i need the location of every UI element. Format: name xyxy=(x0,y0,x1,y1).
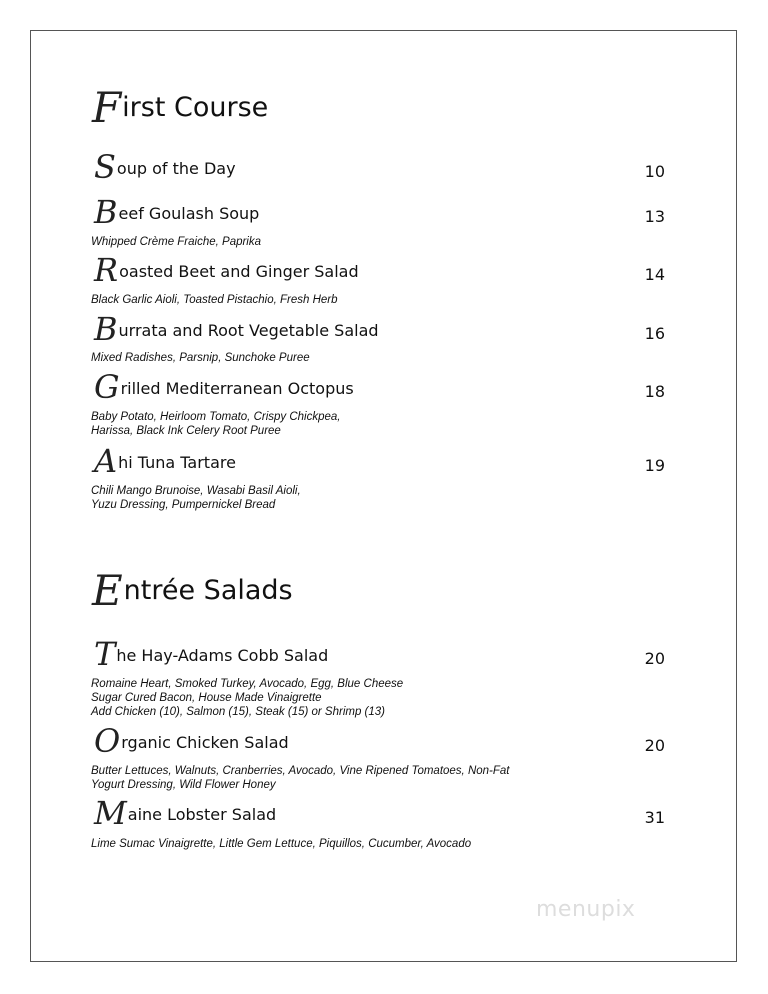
menu-item-description: Baby Potato, Heirloom Tomato, Crispy Chickpea, xyxy=(91,411,341,423)
menu-item-price: 18 xyxy=(644,382,665,401)
menu-item-name: Organic Chicken Salad xyxy=(94,722,289,760)
menu-item-description: Whipped Crème Fraiche, Paprika xyxy=(91,236,262,248)
menu-item-description: Lime Sumac Vinaigrette, Little Gem Lettuce, Piquillos, Cucumber, Avocado xyxy=(91,838,472,850)
section-title: First Course xyxy=(92,83,269,132)
menu-item-price: 20 xyxy=(644,649,665,668)
decorative-initial: G xyxy=(94,368,120,406)
decorative-initial: T xyxy=(94,635,116,673)
section-title: Entrée Salads xyxy=(92,566,293,615)
menu-item-description: Yuzu Dressing, Pumpernickel Bread xyxy=(91,499,276,511)
decorative-initial: F xyxy=(92,83,122,132)
decorative-initial: O xyxy=(94,722,121,760)
menu-item-price: 19 xyxy=(644,456,665,475)
menu-item-price: 31 xyxy=(644,808,665,827)
decorative-initial: M xyxy=(94,794,127,832)
menu-item-description: Mixed Radishes, Parsnip, Sunchoke Puree xyxy=(91,352,310,364)
menu-item-price: 16 xyxy=(644,324,665,343)
menupix-watermark: menupix xyxy=(536,897,636,922)
menu-item-description: Romaine Heart, Smoked Turkey, Avocado, Egg, Blue Cheese xyxy=(91,678,404,690)
menu-item-name: The Hay-Adams Cobb Salad xyxy=(94,635,329,673)
menu-item-price: 14 xyxy=(644,265,665,284)
menu-item-price: 20 xyxy=(644,736,665,755)
menu-item-description: Black Garlic Aioli, Toasted Pistachio, Fresh Herb xyxy=(91,294,338,306)
menu-item-description: Butter Lettuces, Walnuts, Cranberries, Avocado, Vine Ripened Tomatoes, Non-Fat xyxy=(91,765,510,777)
menu-item-description: Sugar Cured Bacon, House Made Vinaigrette xyxy=(91,692,322,704)
menu-item-name: Soup of the Day xyxy=(94,148,236,186)
decorative-initial: R xyxy=(94,251,119,289)
decorative-initial: S xyxy=(94,148,116,186)
menu-item-description: Chili Mango Brunoise, Wasabi Basil Aioli, xyxy=(91,485,301,497)
menu-item-name: Grilled Mediterranean Octopus xyxy=(94,368,354,406)
decorative-initial: B xyxy=(94,193,118,231)
menu-item-name: Ahi Tuna Tartare xyxy=(94,442,236,480)
decorative-initial: E xyxy=(92,566,123,615)
menu-item-name: Burrata and Root Vegetable Salad xyxy=(94,310,379,348)
menu-item-description: Add Chicken (10), Salmon (15), Steak (15) or Shrimp (13) xyxy=(91,706,386,718)
menu-item-price: 13 xyxy=(644,207,665,226)
menu-item-price: 10 xyxy=(644,162,665,181)
decorative-initial: A xyxy=(94,442,118,480)
menu-item-description: Harissa, Black Ink Celery Root Puree xyxy=(91,425,281,437)
menu-item-name: Beef Goulash Soup xyxy=(94,193,260,231)
menu-item-name: Roasted Beet and Ginger Salad xyxy=(94,251,359,289)
decorative-initial: B xyxy=(94,310,118,348)
menu-item-name: Maine Lobster Salad xyxy=(94,794,277,832)
menu-item-description: Yogurt Dressing, Wild Flower Honey xyxy=(91,779,276,791)
